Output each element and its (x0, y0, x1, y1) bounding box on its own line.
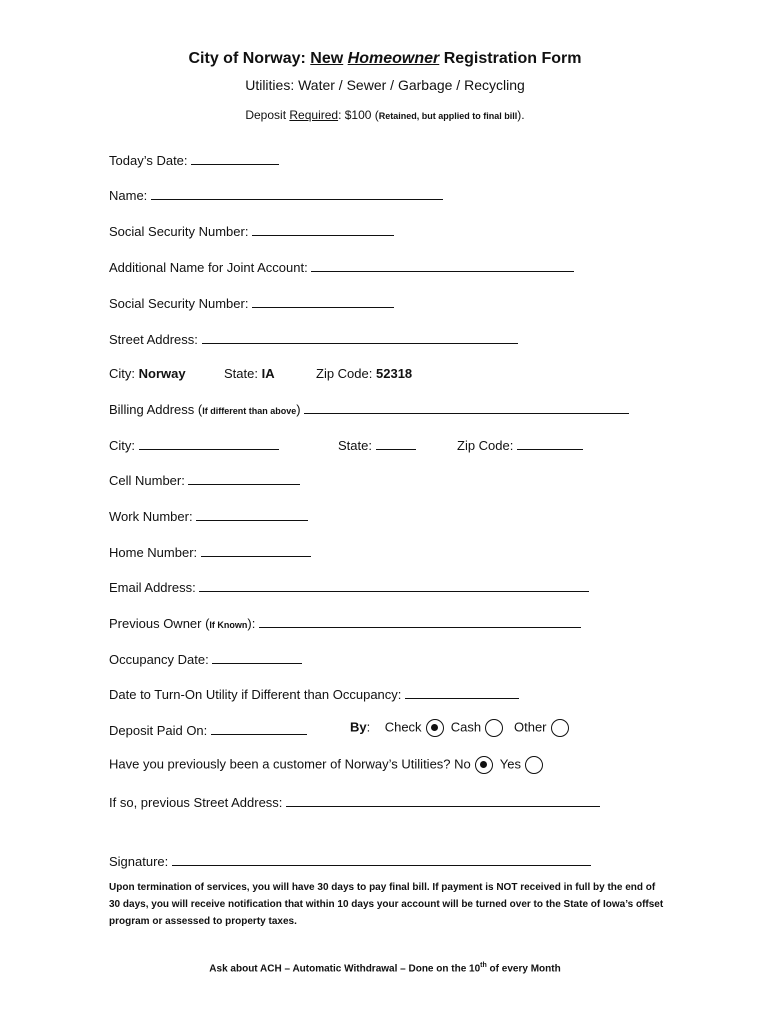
ssn-field-2[interactable] (252, 294, 394, 308)
turn-on-label: Date to Turn-On Utility if Different than Occupancy: (109, 687, 402, 702)
name-field[interactable] (151, 186, 443, 200)
street-field[interactable] (202, 330, 518, 344)
billing-field[interactable] (304, 400, 629, 414)
cell-label: Cell Number: (109, 473, 185, 488)
home-label: Home Number: (109, 545, 198, 560)
no-radio[interactable] (475, 756, 493, 774)
billing-state-group (338, 436, 416, 454)
zip-group (316, 366, 412, 382)
billing-city-label: City: (109, 438, 135, 453)
email-row (109, 578, 589, 596)
deposit-requirement (0, 108, 770, 122)
deposit-note: Retained, but applied to final bill (378, 111, 518, 121)
cell-field[interactable] (188, 471, 300, 485)
termination-notice: Upon termination of services, you will have 30 days to pay final bill. If payment is NOT received in full by the end of 30 days, you will receive notification that within 10 days your account will be turned over to the State of Iowa’s offset program or assessed to property taxes. (109, 882, 664, 927)
title-homeowner: Homeowner (347, 50, 440, 67)
cash-radio[interactable] (485, 719, 503, 737)
by-label: By (350, 719, 367, 735)
street-label: Street Address: (109, 332, 198, 347)
billing-row (109, 400, 629, 419)
city-state-zip-row (109, 366, 186, 382)
form-title (0, 50, 770, 68)
billing-zip-field[interactable] (517, 436, 583, 450)
state-label: State: (224, 366, 258, 381)
previous-owner-note: If Known (209, 620, 248, 630)
previous-street-row (109, 793, 600, 811)
ssn-row-2 (109, 294, 394, 312)
deposit-prefix: Deposit (245, 108, 287, 122)
joint-name-row (109, 258, 574, 276)
ssn-label-1: Social Security Number: (109, 224, 249, 239)
occupancy-row (109, 650, 302, 668)
signature-field[interactable] (172, 852, 591, 866)
turn-on-field[interactable] (405, 685, 519, 699)
work-field[interactable] (196, 507, 308, 521)
work-row (109, 507, 308, 525)
ach-sup: th (480, 962, 487, 969)
billing-city-row (109, 436, 279, 454)
previous-owner-row (109, 614, 581, 633)
billing-zip-label: Zip Code: (457, 438, 514, 453)
previous-owner-close: ): (247, 616, 256, 631)
turn-on-row (109, 685, 519, 703)
previous-customer-label: Have you previously been a customer of Norway’s Utilities? (109, 756, 451, 772)
previous-owner-label: Previous Owner ( (109, 616, 210, 631)
joint-name-label: Additional Name for Joint Account: (109, 260, 308, 275)
joint-name-field[interactable] (311, 258, 574, 272)
email-label: Email Address: (109, 580, 196, 595)
street-row (109, 330, 518, 348)
other-radio[interactable] (551, 719, 569, 737)
billing-zip-group (457, 436, 583, 454)
email-field[interactable] (199, 578, 589, 592)
deposit-paid-label: Deposit Paid On: (109, 723, 208, 738)
deposit-close: ). (517, 108, 525, 122)
state-group (224, 366, 275, 382)
signature-label: Signature: (109, 854, 169, 869)
city-label: City: (109, 366, 135, 381)
previous-street-label: If so, previous Street Address: (109, 795, 283, 810)
no-label: No (454, 756, 471, 772)
billing-note: If different than above (202, 406, 297, 416)
ssn-field-1[interactable] (252, 222, 394, 236)
todays-date-row (109, 151, 279, 169)
title-new: New (310, 50, 344, 67)
deposit-paid-field[interactable] (211, 721, 307, 735)
payment-method-group (350, 719, 569, 737)
form-subtitle: Utilities: Water / Sewer / Garbage / Recycling (245, 77, 525, 93)
cash-label: Cash (450, 719, 482, 735)
ssn-label-2: Social Security Number: (109, 296, 249, 311)
deposit-paid-row (109, 721, 307, 739)
billing-close: ) (296, 402, 301, 417)
yes-radio[interactable] (525, 756, 543, 774)
occupancy-label: Occupancy Date: (109, 652, 209, 667)
cell-row (109, 471, 300, 489)
home-field[interactable] (201, 543, 311, 557)
by-colon: : (366, 719, 371, 735)
ssn-row-1 (109, 222, 394, 240)
zip-value: 52318 (376, 366, 413, 381)
work-label: Work Number: (109, 509, 193, 524)
state-value: IA (261, 366, 275, 381)
previous-owner-field[interactable] (259, 614, 581, 628)
other-label: Other (514, 719, 547, 735)
previous-customer-row (109, 756, 543, 774)
previous-street-field[interactable] (286, 793, 600, 807)
ach-notice (0, 962, 770, 974)
billing-state-label: State: (338, 438, 372, 453)
name-row (109, 186, 443, 204)
check-radio[interactable] (426, 719, 444, 737)
title-suffix: Registration Form (443, 50, 582, 67)
ach-text: Ask about ACH – Automatic Withdrawal – Done on the 10 (209, 963, 481, 975)
city-value: Norway (138, 366, 186, 381)
todays-date-field[interactable] (191, 151, 279, 165)
deposit-required: Required (289, 108, 339, 122)
billing-city-field[interactable] (139, 436, 279, 450)
billing-label: Billing Address ( (109, 402, 203, 417)
deposit-amount: : $100 ( (338, 108, 379, 122)
zip-label: Zip Code: (316, 366, 373, 381)
name-label: Name: (109, 188, 148, 203)
occupancy-field[interactable] (212, 650, 302, 664)
check-label: Check (384, 719, 422, 735)
signature-row (109, 852, 591, 870)
home-row (109, 543, 311, 561)
yes-label: Yes (499, 756, 521, 772)
billing-state-field[interactable] (376, 436, 416, 450)
title-prefix: City of Norway: (188, 50, 306, 67)
ach-tail: of every Month (486, 963, 561, 975)
todays-date-label: Today’s Date: (109, 153, 188, 168)
